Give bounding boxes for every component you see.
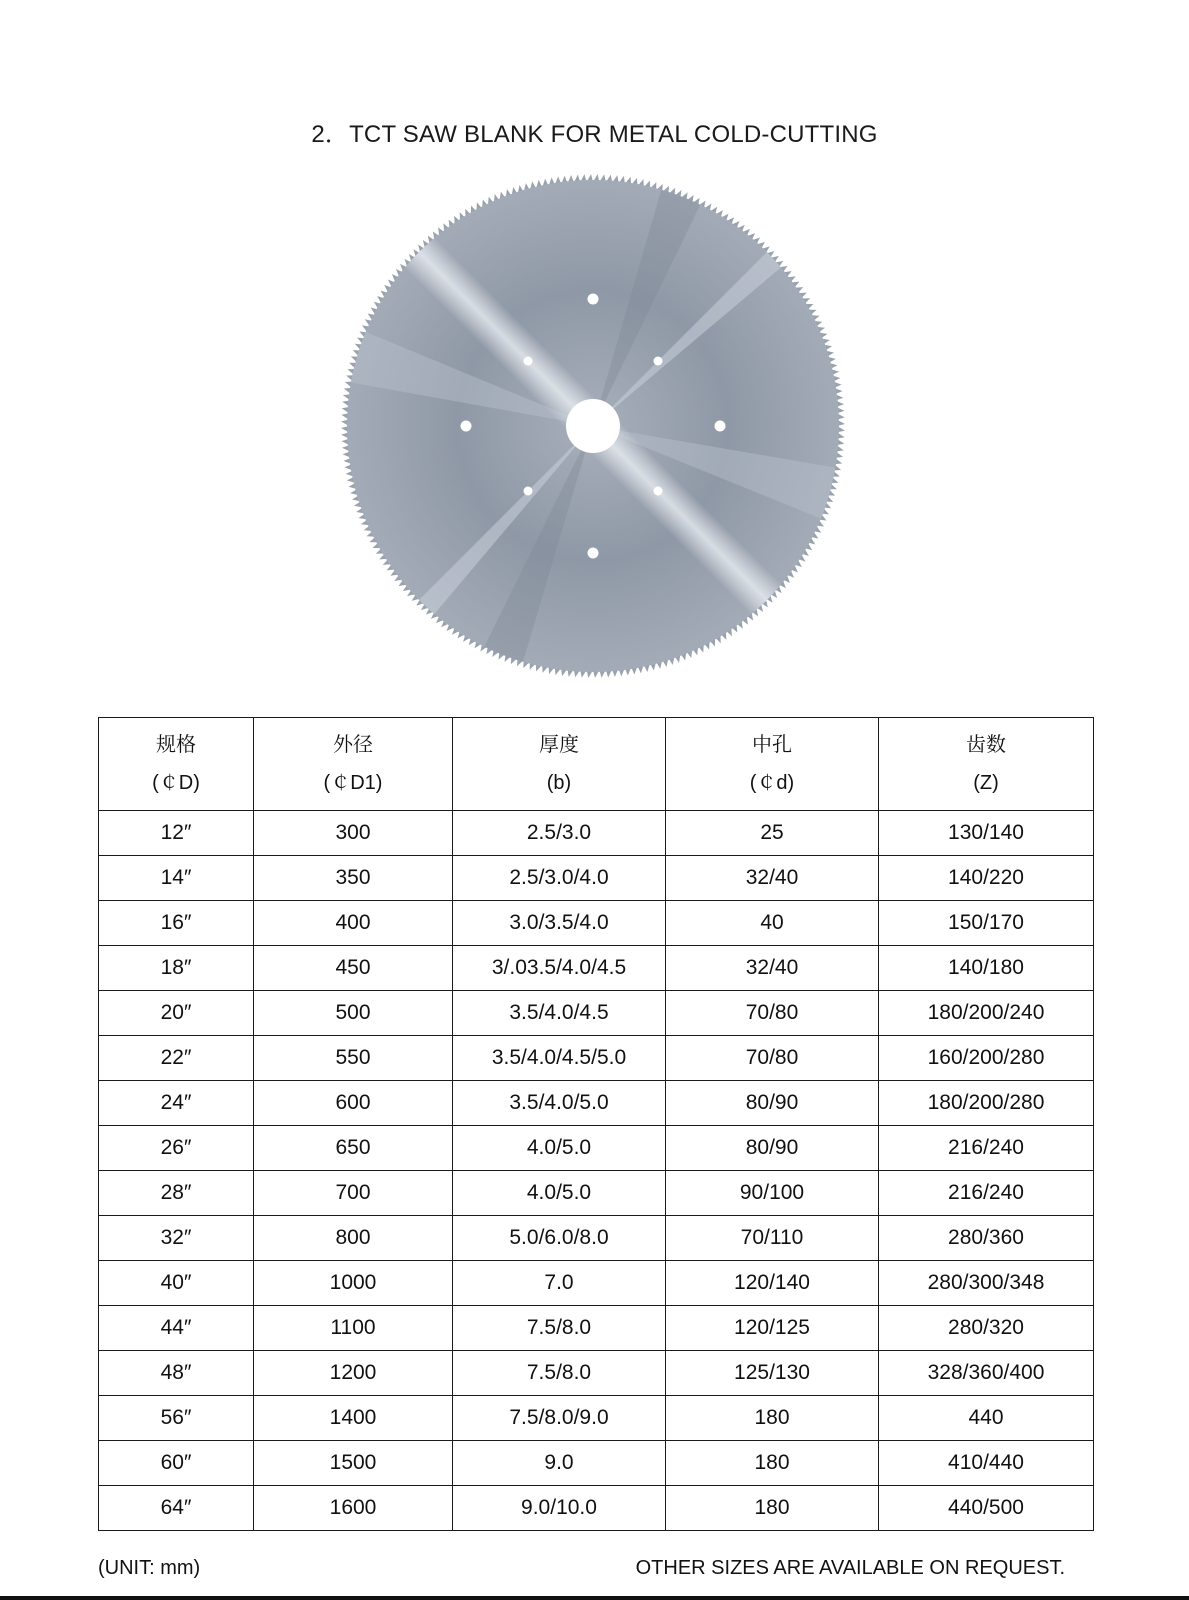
cell-spec: 56″	[99, 1396, 254, 1441]
cell-teeth: 410/440	[879, 1441, 1094, 1486]
cell-spec: 16″	[99, 901, 254, 946]
cell-teeth: 140/220	[879, 856, 1094, 901]
cell-thickness: 3.5/4.0/5.0	[453, 1081, 666, 1126]
table-row	[99, 946, 1094, 991]
circular-saw-blade-icon	[337, 170, 849, 682]
table-row	[99, 811, 1094, 856]
cell-spec: 60″	[99, 1441, 254, 1486]
cell-bore: 25	[666, 811, 879, 856]
cell-thickness: 3/.03.5/4.0/4.5	[453, 946, 666, 991]
cell-outer-diameter: 700	[254, 1171, 453, 1216]
header-bore: 中孔 (￠d)	[666, 718, 879, 811]
table-row	[99, 1306, 1094, 1351]
cell-bore: 90/100	[666, 1171, 879, 1216]
pin-hole	[715, 421, 726, 432]
cell-teeth: 280/360	[879, 1216, 1094, 1261]
cell-thickness: 2.5/3.0	[453, 811, 666, 856]
cell-outer-diameter: 450	[254, 946, 453, 991]
cell-bore: 180	[666, 1441, 879, 1486]
cell-spec: 28″	[99, 1171, 254, 1216]
cell-thickness: 2.5/3.0/4.0	[453, 856, 666, 901]
header-teeth: 齿数 (Z)	[879, 718, 1094, 811]
cell-bore: 80/90	[666, 1126, 879, 1171]
pin-hole-small	[524, 487, 533, 496]
cell-bore: 70/80	[666, 991, 879, 1036]
cell-outer-diameter: 1500	[254, 1441, 453, 1486]
cell-outer-diameter: 1000	[254, 1261, 453, 1306]
cell-thickness: 3.5/4.0/4.5/5.0	[453, 1036, 666, 1081]
table-row	[99, 1396, 1094, 1441]
table-row	[99, 1036, 1094, 1081]
table-row	[99, 1441, 1094, 1486]
cell-thickness: 9.0	[453, 1441, 666, 1486]
pin-hole	[461, 421, 472, 432]
cell-outer-diameter: 650	[254, 1126, 453, 1171]
cell-outer-diameter: 550	[254, 1036, 453, 1081]
table-row	[99, 1081, 1094, 1126]
table-row	[99, 856, 1094, 901]
cell-spec: 14″	[99, 856, 254, 901]
cell-thickness: 3.5/4.0/4.5	[453, 991, 666, 1036]
cell-spec: 40″	[99, 1261, 254, 1306]
spec-table	[98, 717, 1094, 1531]
table-body	[99, 811, 1094, 1531]
cell-thickness: 7.5/8.0/9.0	[453, 1396, 666, 1441]
cell-bore: 32/40	[666, 856, 879, 901]
cell-bore: 180	[666, 1486, 879, 1531]
saw-blade-image	[337, 170, 849, 682]
cell-spec: 32″	[99, 1216, 254, 1261]
table-header-row	[99, 718, 1094, 811]
cell-bore: 70/80	[666, 1036, 879, 1081]
cell-spec: 24″	[99, 1081, 254, 1126]
cell-teeth: 216/240	[879, 1126, 1094, 1171]
cell-teeth: 140/180	[879, 946, 1094, 991]
cell-teeth: 180/200/240	[879, 991, 1094, 1036]
cell-thickness: 7.5/8.0	[453, 1306, 666, 1351]
bottom-rule	[0, 1596, 1189, 1600]
cell-spec: 64″	[99, 1486, 254, 1531]
header-spec: 规格 (￠D)	[99, 718, 254, 811]
cell-thickness: 7.5/8.0	[453, 1351, 666, 1396]
cell-teeth: 440/500	[879, 1486, 1094, 1531]
cell-teeth: 180/200/280	[879, 1081, 1094, 1126]
cell-outer-diameter: 800	[254, 1216, 453, 1261]
center-bore	[566, 399, 620, 453]
pin-hole-small	[654, 487, 663, 496]
cell-outer-diameter: 350	[254, 856, 453, 901]
cell-outer-diameter: 300	[254, 811, 453, 856]
unit-note: (UNIT: mm)	[98, 1557, 201, 1579]
cell-outer-diameter: 1200	[254, 1351, 453, 1396]
cell-bore: 180	[666, 1396, 879, 1441]
page-title: 2．TCT SAW BLANK FOR METAL COLD-CUTTING	[311, 121, 878, 148]
cell-spec: 44″	[99, 1306, 254, 1351]
cell-spec: 48″	[99, 1351, 254, 1396]
table-row	[99, 1486, 1094, 1531]
cell-bore: 120/140	[666, 1261, 879, 1306]
cell-bore: 32/40	[666, 946, 879, 991]
table-row	[99, 1171, 1094, 1216]
cell-thickness: 4.0/5.0	[453, 1126, 666, 1171]
cell-spec: 12″	[99, 811, 254, 856]
table-row	[99, 1126, 1094, 1171]
cell-outer-diameter: 600	[254, 1081, 453, 1126]
cell-thickness: 5.0/6.0/8.0	[453, 1216, 666, 1261]
cell-bore: 80/90	[666, 1081, 879, 1126]
cell-teeth: 280/320	[879, 1306, 1094, 1351]
cell-spec: 18″	[99, 946, 254, 991]
cell-thickness: 9.0/10.0	[453, 1486, 666, 1531]
table-row	[99, 1351, 1094, 1396]
cell-bore: 125/130	[666, 1351, 879, 1396]
table-row	[99, 1216, 1094, 1261]
pin-hole-small	[524, 357, 533, 366]
cell-spec: 22″	[99, 1036, 254, 1081]
cell-bore: 120/125	[666, 1306, 879, 1351]
cell-thickness: 7.0	[453, 1261, 666, 1306]
cell-bore: 70/110	[666, 1216, 879, 1261]
cell-teeth: 160/200/280	[879, 1036, 1094, 1081]
cell-bore: 40	[666, 901, 879, 946]
cell-teeth: 130/140	[879, 811, 1094, 856]
cell-teeth: 328/360/400	[879, 1351, 1094, 1396]
cell-outer-diameter: 500	[254, 991, 453, 1036]
cell-thickness: 4.0/5.0	[453, 1171, 666, 1216]
cell-thickness: 3.0/3.5/4.0	[453, 901, 666, 946]
cell-teeth: 440	[879, 1396, 1094, 1441]
availability-note: OTHER SIZES ARE AVAILABLE ON REQUEST.	[635, 1557, 1065, 1579]
cell-outer-diameter: 1400	[254, 1396, 453, 1441]
pin-hole-small	[654, 357, 663, 366]
pin-hole	[588, 294, 599, 305]
cell-teeth: 216/240	[879, 1171, 1094, 1216]
pin-hole	[588, 548, 599, 559]
cell-teeth: 150/170	[879, 901, 1094, 946]
header-thickness: 厚度 (b)	[453, 718, 666, 811]
cell-teeth: 280/300/348	[879, 1261, 1094, 1306]
cell-outer-diameter: 1100	[254, 1306, 453, 1351]
cell-outer-diameter: 1600	[254, 1486, 453, 1531]
table-row	[99, 991, 1094, 1036]
table-row	[99, 1261, 1094, 1306]
header-outer-diameter: 外径 (￠D1)	[254, 718, 453, 811]
cell-spec: 26″	[99, 1126, 254, 1171]
table-row	[99, 901, 1094, 946]
cell-outer-diameter: 400	[254, 901, 453, 946]
cell-spec: 20″	[99, 991, 254, 1036]
